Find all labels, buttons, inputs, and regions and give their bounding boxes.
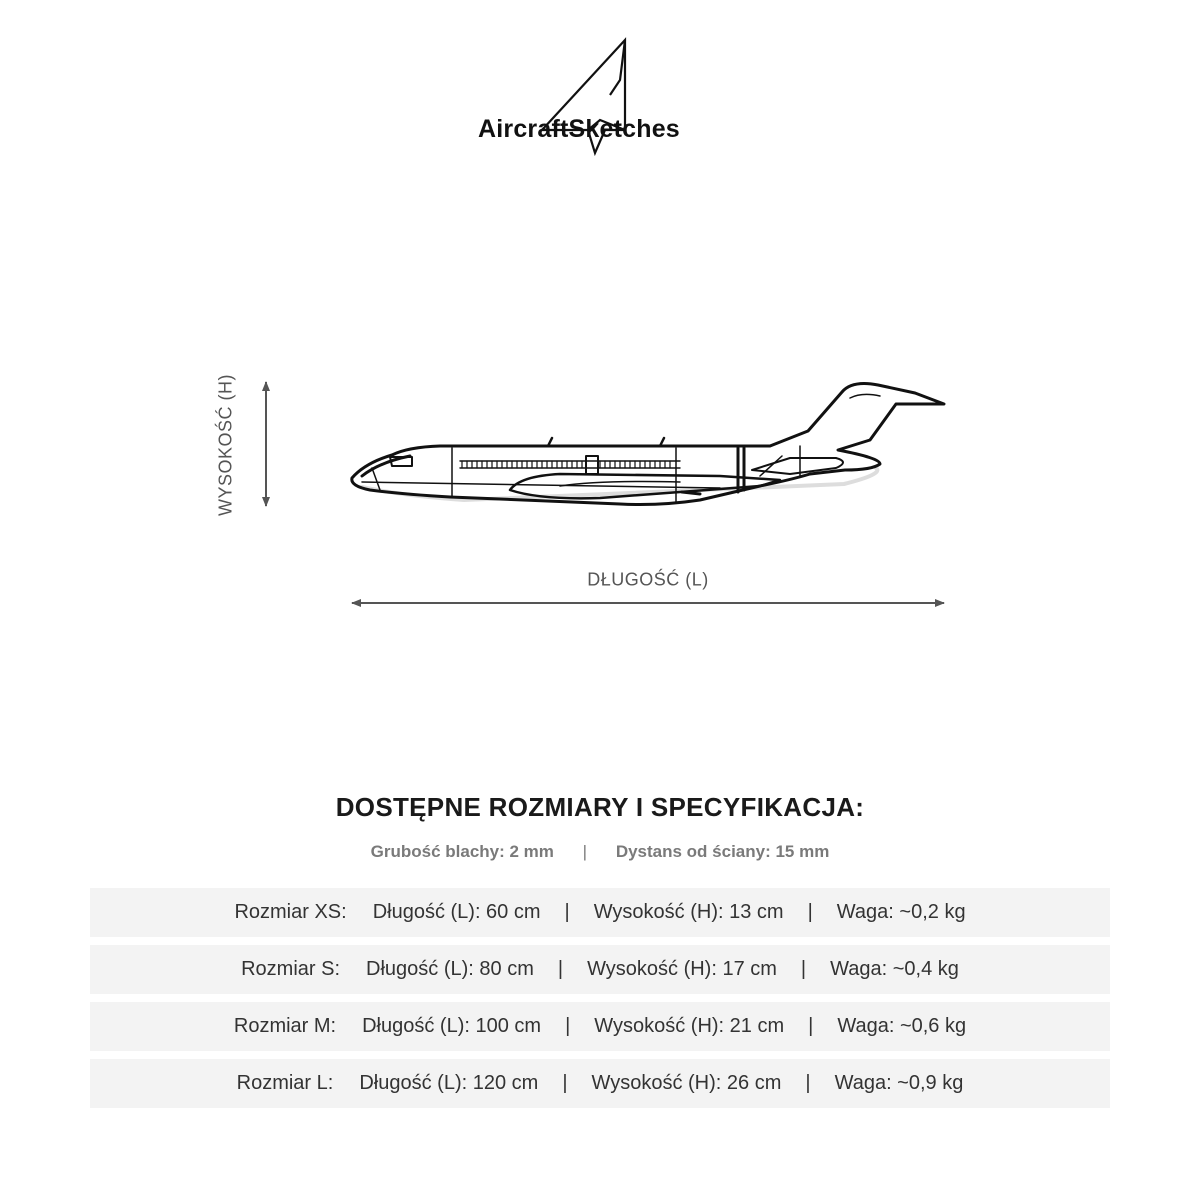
wall-distance: Dystans od ściany: 15 mm bbox=[615, 842, 830, 861]
size-height: Wysokość (H): 17 cm bbox=[587, 958, 777, 980]
sheet-thickness: Grubość blachy: 2 mm bbox=[370, 842, 554, 861]
separator: | bbox=[805, 1072, 811, 1094]
size-length: Długość (L): 100 cm bbox=[362, 1015, 542, 1037]
height-dimension-label: WYSOKOŚĆ (H) bbox=[215, 373, 236, 517]
logo-text: AircraftSketches bbox=[478, 115, 680, 143]
size-weight: Waga: ~0,6 kg bbox=[837, 1015, 967, 1037]
size-name: Rozmiar S: bbox=[241, 958, 341, 980]
separator: | bbox=[562, 1072, 568, 1094]
separator: | bbox=[582, 842, 588, 861]
specs-title: DOSTĘPNE ROZMIARY I SPECYFIKACJA: bbox=[335, 792, 865, 822]
size-row-m bbox=[90, 1002, 1110, 1051]
size-table bbox=[90, 888, 1110, 1116]
separator: | bbox=[807, 901, 813, 923]
size-weight: Waga: ~0,4 kg bbox=[830, 958, 959, 980]
separator: | bbox=[565, 1015, 571, 1037]
specs-subtitle bbox=[0, 842, 1200, 862]
size-weight: Waga: ~0,9 kg bbox=[834, 1072, 964, 1094]
size-height: Wysokość (H): 13 cm bbox=[593, 901, 784, 923]
separator: | bbox=[808, 1015, 814, 1037]
size-row-s bbox=[90, 945, 1110, 994]
size-weight: Waga: ~0,2 kg bbox=[836, 901, 966, 923]
size-name: Rozmiar M: bbox=[233, 1015, 337, 1037]
length-dimension-label: DŁUGOŚĆ (L) bbox=[587, 569, 709, 590]
size-length: Długość (L): 80 cm bbox=[366, 958, 534, 980]
size-length: Długość (L): 120 cm bbox=[359, 1072, 539, 1094]
separator: | bbox=[564, 901, 570, 923]
size-length: Długość (L): 60 cm bbox=[372, 901, 541, 923]
aircraft-silhouette-icon bbox=[352, 384, 944, 505]
separator: | bbox=[557, 958, 564, 980]
size-name: Rozmiar XS: bbox=[234, 901, 347, 923]
size-height: Wysokość (H): 21 cm bbox=[594, 1015, 785, 1037]
size-name: Rozmiar L: bbox=[236, 1072, 334, 1094]
size-row-l bbox=[90, 1059, 1110, 1108]
separator: | bbox=[800, 958, 807, 980]
size-row-xs bbox=[90, 888, 1110, 937]
size-height: Wysokość (H): 26 cm bbox=[591, 1072, 782, 1094]
brand-logo bbox=[470, 35, 730, 160]
